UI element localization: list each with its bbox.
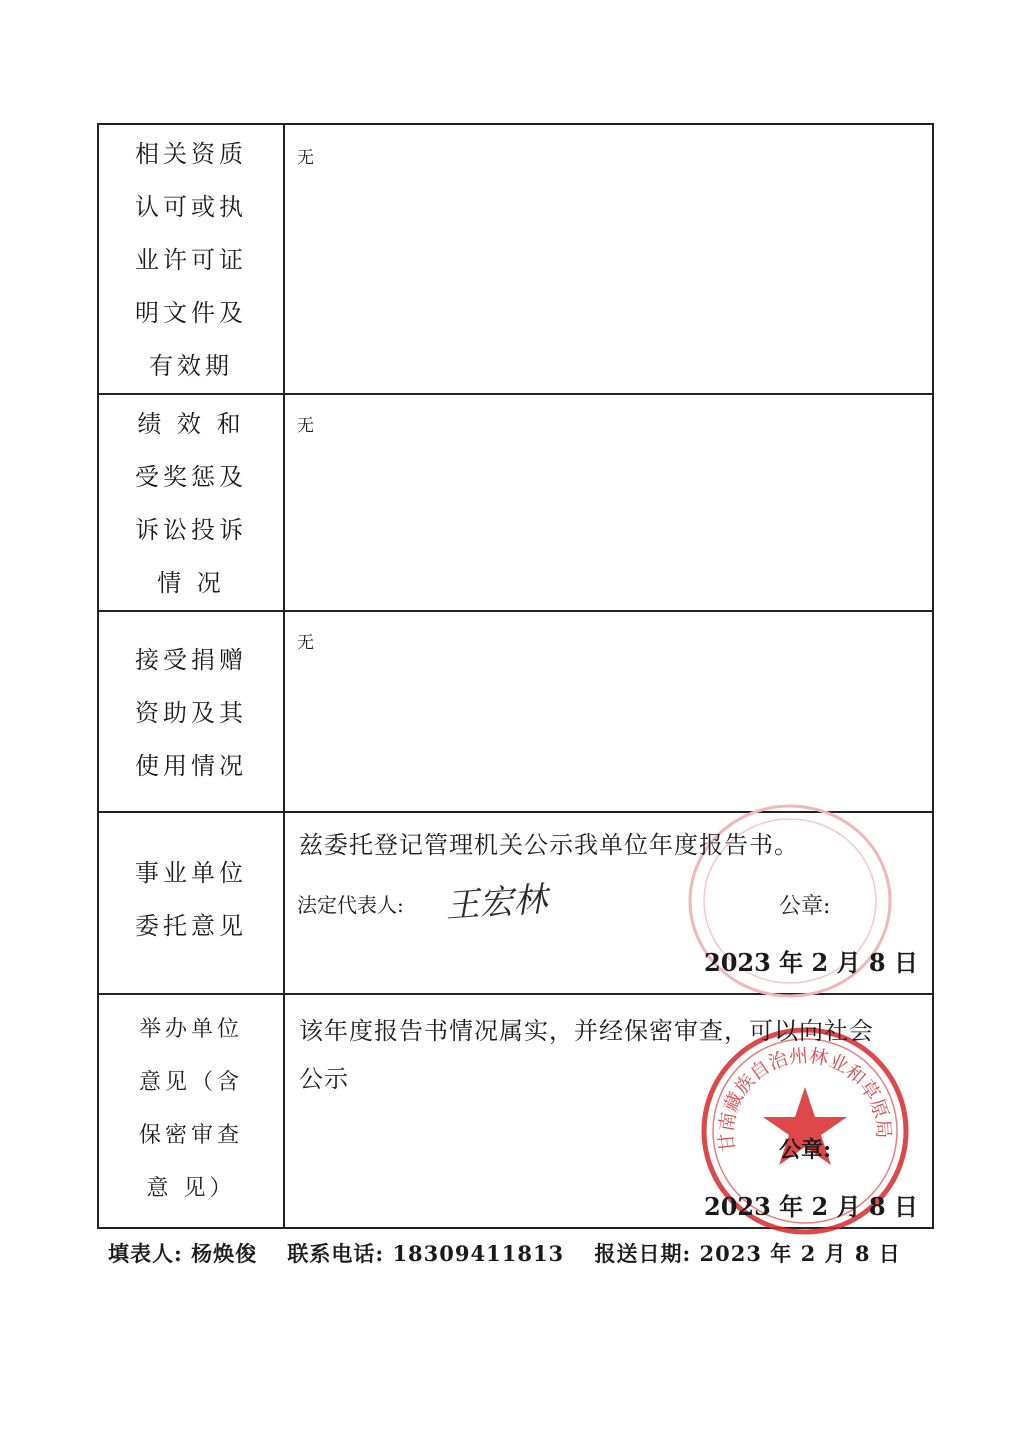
label-line: 受奖惩及 <box>135 463 247 491</box>
value-text: 无 <box>297 416 314 436</box>
label-line: 有效期 <box>149 352 233 380</box>
table-row <box>98 812 933 994</box>
entrust-statement: 兹委托登记管理机关公示我单位年度报告书。 <box>299 831 799 859</box>
label-line: 举办单位 <box>138 1017 243 1042</box>
label-line: 保密审查 <box>138 1123 243 1148</box>
label-line: 意 见） <box>146 1176 236 1201</box>
seal-label: 公章: <box>779 894 831 919</box>
legal-rep-label: 法定代表人: <box>297 893 404 917</box>
entrust-date: 2023 年 2 月 8 日 <box>704 948 918 977</box>
value-text: 无 <box>297 633 314 653</box>
table-row <box>98 394 933 611</box>
label-line: 意见（含 <box>138 1070 243 1095</box>
row-value-qualification <box>284 124 933 394</box>
row-label-sponsor <box>98 994 284 1228</box>
footer-info <box>108 1238 923 1268</box>
row-label-entrust <box>98 812 284 994</box>
label-line: 使用情况 <box>135 752 247 780</box>
seal-label: 公章: <box>779 1137 832 1163</box>
row-label-performance <box>98 394 284 611</box>
label-line: 事业单位 <box>135 859 247 887</box>
label-line: 资助及其 <box>135 699 247 727</box>
annual-report-table <box>97 123 934 1229</box>
row-label-qualification <box>98 124 284 394</box>
label-line: 情 况 <box>157 569 225 597</box>
row-value-performance <box>284 394 933 611</box>
row-value-sponsor <box>284 994 933 1228</box>
value-text: 无 <box>297 148 314 168</box>
label-line: 绩 效 和 <box>137 410 245 438</box>
filler-name: 填表人: 杨焕俊 <box>108 1241 258 1266</box>
label-line: 委托意见 <box>135 912 247 940</box>
table-row <box>98 994 933 1228</box>
sponsor-statement-line1: 该年度报告书情况属实，并经保密审查，可以向社会 <box>299 1017 874 1045</box>
table-row <box>98 124 933 394</box>
row-value-donations <box>284 611 933 812</box>
label-line: 业许可证 <box>135 246 247 274</box>
table-row <box>98 611 933 812</box>
label-line: 接受捐赠 <box>135 646 247 674</box>
row-value-entrust <box>284 812 933 994</box>
sponsor-date: 2023 年 2 月 8 日 <box>704 1192 918 1221</box>
label-line: 认可或执 <box>135 193 247 221</box>
label-line: 诉讼投诉 <box>135 516 247 544</box>
row-label-donations <box>98 611 284 812</box>
legal-rep-signature: 王宏林 <box>443 879 549 927</box>
label-line: 相关资质 <box>135 140 247 168</box>
sponsor-statement-line2: 公示 <box>299 1065 349 1093</box>
contact-phone: 联系电话: 18309411813 <box>287 1241 565 1266</box>
seal-text: 甘南藏族自治州林业和草原局 <box>715 1044 895 1154</box>
report-date: 报送日期: 2023 年 2 月 8 日 <box>594 1241 901 1266</box>
label-line: 明文件及 <box>135 299 247 327</box>
